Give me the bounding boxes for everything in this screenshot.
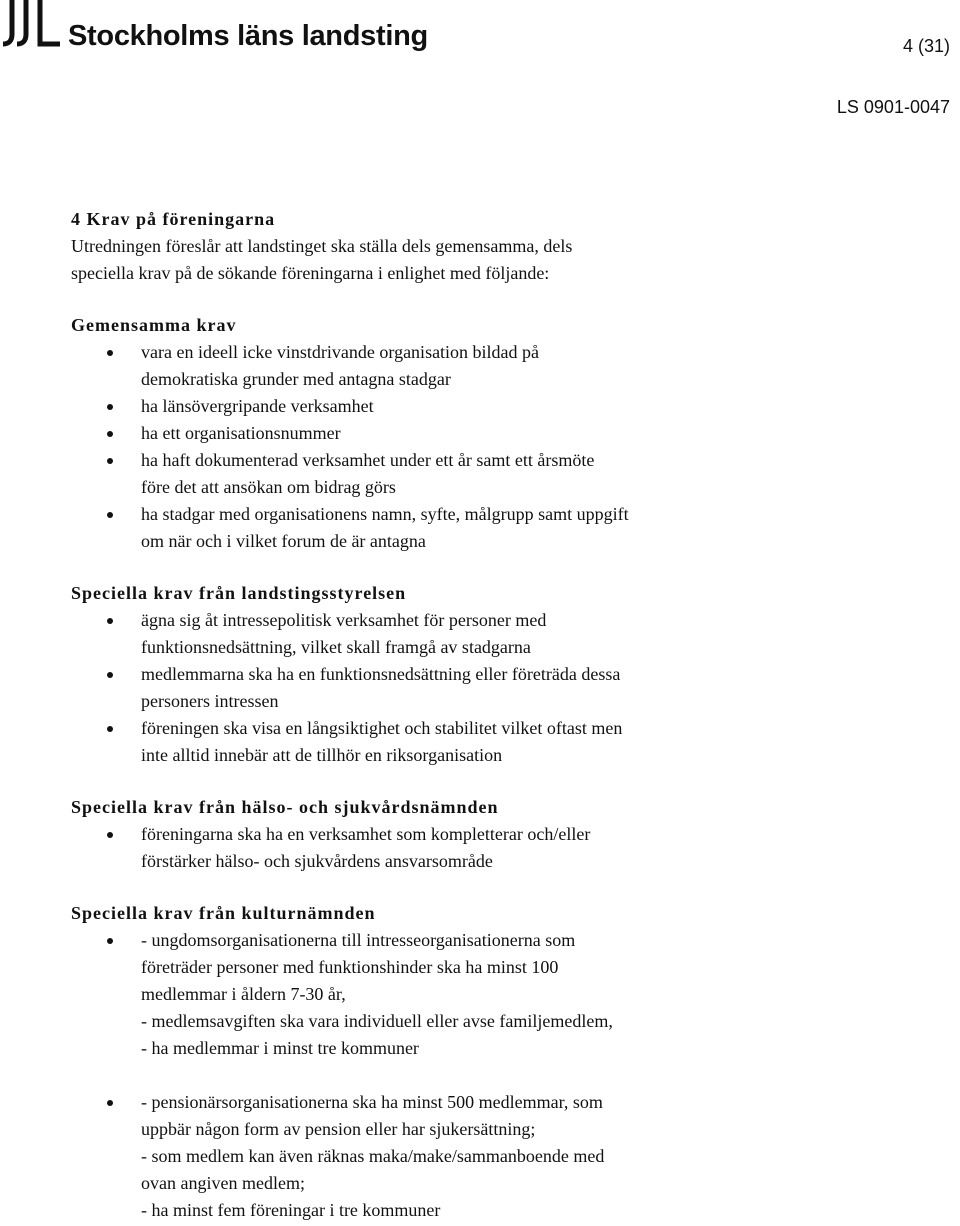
sll-logo-mark-icon [0, 0, 62, 52]
culture-requirements-list [71, 927, 931, 1224]
common-requirements-list [71, 339, 931, 555]
document-body [71, 206, 931, 1224]
section-intro: Utredningen föreslår att landstinget ska ställa dels gemensamma, dels speciella krav på de sökande föreningarna i enlighet med följande: [71, 236, 573, 283]
common-requirements-heading: Gemensamma krav [71, 315, 237, 335]
section-heading: 4 Krav på föreningarna [71, 209, 276, 229]
list-item: medlemmarna ska ha en funktionsnedsättning eller företräda dessa personers intressen [71, 661, 931, 715]
org-logo [0, 0, 428, 52]
list-item: ha haft dokumenterad verksamhet under ett år samt ett årsmöte före det att ansökan om bidrag görs [71, 447, 931, 501]
org-name: Stockholms läns landsting [68, 20, 428, 52]
document-reference: LS 0901-0047 [836, 97, 950, 117]
list-item: - ungdomsorganisationerna till intresseorganisationerna som företräder personer med funktionshinder ska ha minst 100 medlemmar i åldern 7-30 år, - medlemsavgiften ska vara individuell eller avse familjemedlem, - ha medlemmar i minst tre kommuner [71, 927, 931, 1062]
list-item: ha ett organisationsnummer [71, 420, 931, 447]
list-item: föreningen ska visa en långsiktighet och stabilitet vilket oftast men inte alltid innebär att de tillhör en riksorganisation [71, 715, 931, 769]
board-requirements-heading: Speciella krav från landstingsstyrelsen [71, 583, 407, 603]
health-requirements [71, 794, 931, 875]
common-requirements [71, 312, 931, 555]
page-number: 4 (31) [902, 36, 950, 56]
page-header [0, 0, 960, 70]
list-item: ägna sig åt intressepolitisk verksamhet för personer med funktionsnedsättning, vilket skall framgå av stadgarna [71, 607, 931, 661]
list-item: vara en ideell icke vinstdrivande organisation bildad på demokratiska grunder med antagna stadgar [71, 339, 931, 393]
health-requirements-list [71, 821, 931, 875]
list-item: föreningarna ska ha en verksamhet som kompletterar och/eller förstärker hälso- och sjukvårdens ansvarsområde [71, 821, 931, 875]
culture-requirements [71, 900, 931, 1224]
board-requirements [71, 580, 931, 769]
culture-requirements-heading: Speciella krav från kulturnämnden [71, 903, 376, 923]
board-requirements-list [71, 607, 931, 769]
list-item: - pensionärsorganisationerna ska ha minst 500 medlemmar, som uppbär någon form av pension eller har sjukersättning; - som medlem kan även räknas maka/make/sammanboende med ovan angiven medlem; - ha minst fem föreningar i tre kommuner [71, 1089, 931, 1224]
list-item: ha länsövergripande verksamhet [71, 393, 931, 420]
list-item: ha stadgar med organisationens namn, syfte, målgrupp samt uppgift om när och i vilket forum de är antagna [71, 501, 931, 555]
health-requirements-heading: Speciella krav från hälso- och sjukvårdsnämnden [71, 797, 499, 817]
